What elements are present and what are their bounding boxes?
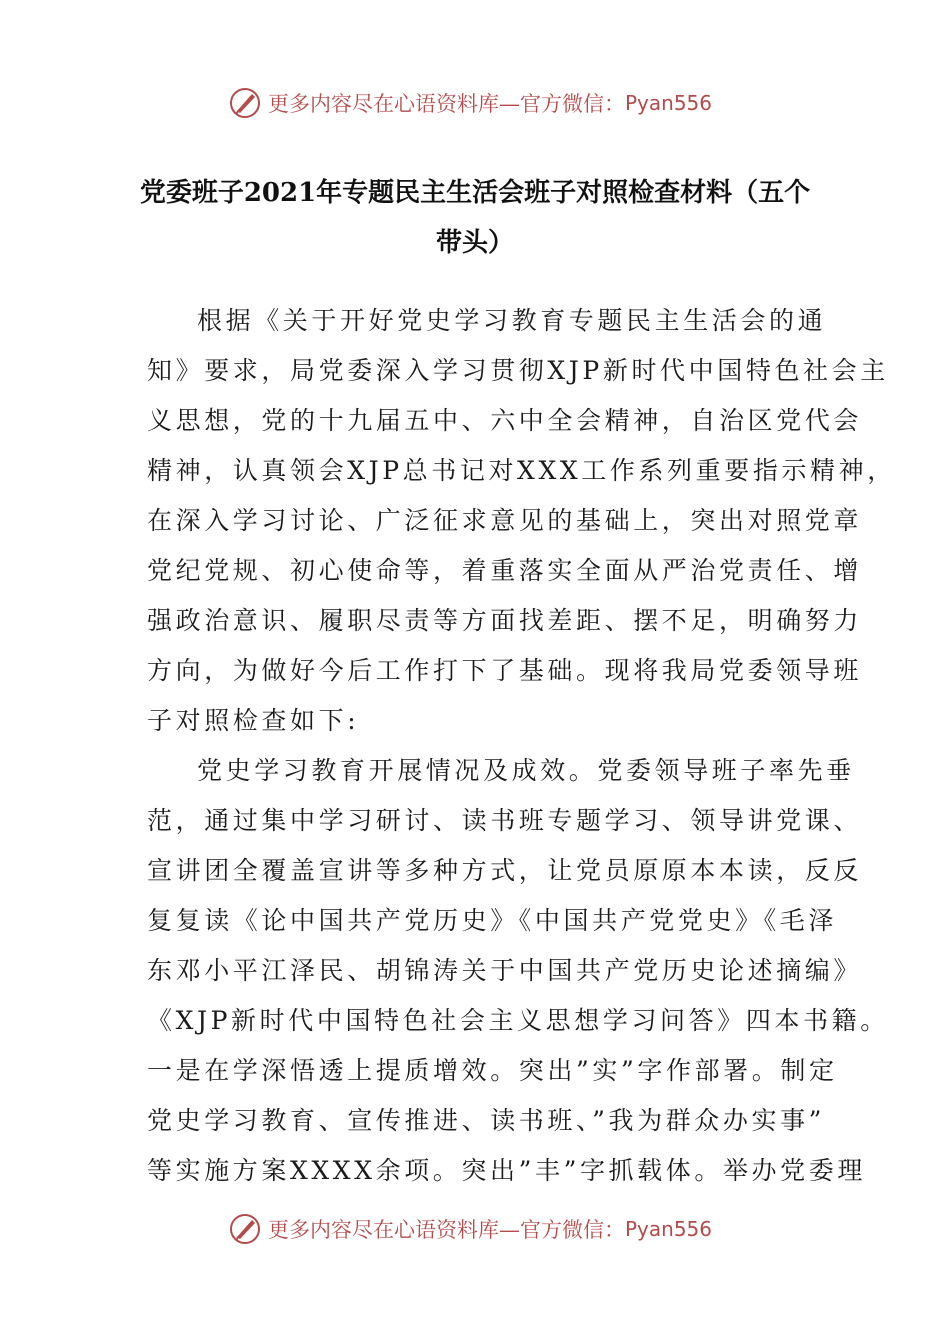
- body-line: 精神，认真领会XJP总书记对XXX工作系列重要指示精神，: [147, 456, 896, 485]
- body-line: 子对照检查如下:: [147, 706, 360, 735]
- body-line: 知》要求，局党委深入学习贯彻XJP新时代中国特色社会主: [147, 356, 889, 385]
- body-line: 复复读《论中国共产党历史》《中国共产党党史》《毛泽: [147, 906, 838, 935]
- body-line: 根据《关于开好党史学习教育专题民主生活会的通: [197, 306, 827, 335]
- watermark-header: [228, 83, 728, 123]
- title-line-2: 带头）: [435, 228, 514, 258]
- body-line: 党纪党规、初心使命等，着重落实全面从严治党责任、增: [147, 556, 863, 585]
- body-line: 东邓小平江泽民、胡锦涛关于中国共产党历史论述摘编》: [147, 956, 863, 985]
- body-line: 《XJP新时代中国特色社会主义思想学习问答》四本书籍。: [147, 1006, 889, 1035]
- body-line: 强政治意识、履职尽责等方面找差距、摆不足，明确努力: [147, 606, 863, 635]
- quill-logo-icon: [228, 86, 262, 120]
- document-title: [120, 168, 830, 268]
- quill-logo-icon: [228, 1212, 262, 1246]
- watermark-handle: Pyan556: [625, 1217, 713, 1241]
- watermark-text: 更多内容尽在心语资料库—官方微信：: [268, 92, 625, 116]
- body-line: 范，通过集中学习研讨、读书班专题学习、领导讲党课、: [147, 806, 863, 835]
- document-body: [147, 296, 896, 1196]
- title-line-1: 党委班子2021年专题民主生活会班子对照检查材料（五个: [139, 178, 811, 208]
- body-line: 党史学习教育开展情况及成效。党委领导班子率先垂: [197, 756, 855, 785]
- body-line: 党史学习教育、宣传推进、读书班、”我为群众办实事”: [147, 1106, 826, 1135]
- watermark-handle: Pyan556: [625, 91, 713, 115]
- watermark-footer: [228, 1209, 728, 1249]
- body-line: 等实施方案XXXX余项。突出”丰”字抓载体。举办党委理: [147, 1156, 866, 1185]
- watermark-text: 更多内容尽在心语资料库—官方微信：: [268, 1218, 625, 1242]
- body-line: 义思想，党的十九届五中、六中全会精神，自治区党代会: [147, 406, 863, 435]
- body-line: 在深入学习讨论、广泛征求意见的基础上，突出对照党章: [147, 506, 863, 535]
- body-line: 宣讲团全覆盖宣讲等多种方式，让党员原原本本读，反反: [147, 856, 863, 885]
- body-line: 一是在学深悟透上提质增效。突出”实”字作部署。制定: [147, 1056, 838, 1085]
- body-line: 方向，为做好今后工作打下了基础。现将我局党委领导班: [147, 656, 863, 685]
